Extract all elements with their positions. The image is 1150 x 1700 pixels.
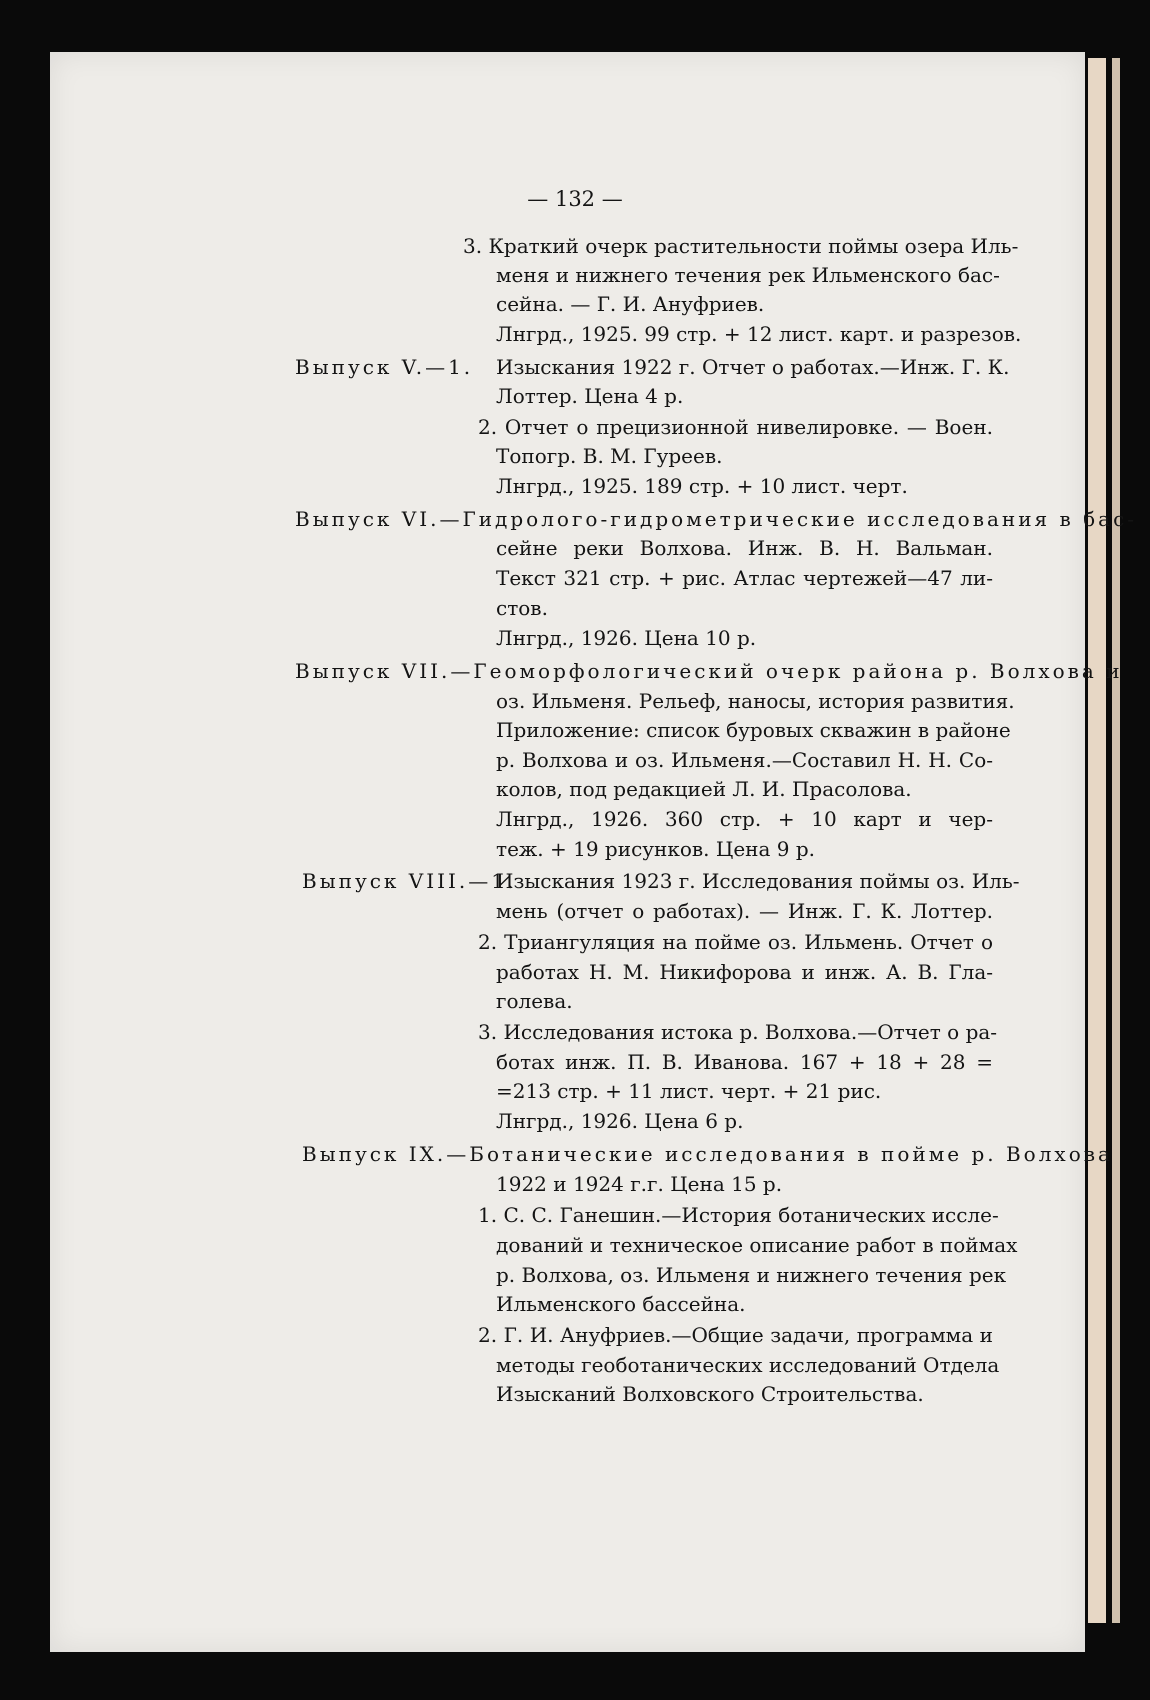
entry-line: Лоттер. Цена 4 р. bbox=[496, 384, 684, 408]
entry-line: сейна. — Г. И. Ануфриев. bbox=[496, 292, 765, 316]
entry-line: сейне реки Волхова. Инж. В. Н. Вальман. bbox=[496, 536, 993, 560]
entry-line: р. Волхова, оз. Ильменя и нижнего течения рек bbox=[496, 1263, 1007, 1287]
entry-line: 1922 и 1924 г.г. Цена 15 р. bbox=[496, 1172, 783, 1196]
entry-line: 2. Отчет о прецизионной нивелировке. — Воен. bbox=[478, 415, 993, 439]
entry-line: работах Н. М. Никифорова и инж. А. В. Гла- bbox=[496, 960, 993, 984]
entry-line: меня и нижнего течения рек Ильменского бас- bbox=[496, 263, 1000, 287]
issue-label-line: Выпуск VI.—Гидролого-гидрометрические исследования в бас- bbox=[295, 507, 1138, 531]
entry-line: Ильменского бассейна. bbox=[496, 1292, 746, 1316]
entry-line: Лнгрд., 1925. 189 стр. + 10 лист. черт. bbox=[496, 474, 908, 498]
entry-line: 2. Г. И. Ануфриев.—Общие задачи, программа и bbox=[478, 1323, 993, 1347]
entry-line: дований и техническое описание работ в поймах bbox=[496, 1233, 1018, 1257]
entry-line: Лнгрд., 1925. 99 стр. + 12 лист. карт. и разрезов. bbox=[496, 322, 1022, 346]
entry-line: р. Волхова и оз. Ильменя.—Составил Н. Н. Со- bbox=[496, 748, 993, 772]
entry-line: мень (отчет о работах). — Инж. Г. К. Лоттер. bbox=[496, 899, 993, 923]
entry-line: голева. bbox=[496, 989, 573, 1013]
entry-line: оз. Ильменя. Рельеф, наносы, история развития. bbox=[496, 689, 1015, 713]
entry-line: стов. bbox=[496, 596, 548, 620]
entry-line: колов, под редакцией Л. И. Прасолова. bbox=[496, 777, 912, 801]
issue-label-line: Выпуск V.—1. bbox=[295, 355, 474, 379]
issue-label-line: Выпуск VII.—Геоморфологический очерк района р. Волхова и bbox=[295, 659, 1123, 683]
entry-line: Топогр. В. М. Гуреев. bbox=[496, 444, 723, 468]
entry-line: Изысканий Волховского Строительства. bbox=[496, 1382, 924, 1406]
entry-line: методы геоботанических исследований Отдела bbox=[496, 1353, 1000, 1377]
entry-line: Приложение: список буровых скважин в районе bbox=[496, 718, 1011, 742]
issue-label-line: Выпуск IX.—Ботанические исследования в пойме р. Волхова bbox=[302, 1142, 1113, 1166]
entry-line: 3. Краткий очерк растительности поймы озера Иль- bbox=[463, 234, 1019, 258]
issue-label-line: Выпуск VIII.—1. bbox=[302, 869, 517, 893]
entry-line: Текст 321 стр. + рис. Атлас чертежей—47 ли- bbox=[496, 566, 993, 590]
entry-line: Изыскания 1922 г. Отчет о работах.—Инж. Г. К. bbox=[496, 355, 1010, 379]
entry-line: ботах инж. П. В. Иванова. 167 + 18 + 28 = bbox=[496, 1050, 993, 1074]
entry-line: 2. Триангуляция на пойме оз. Ильмень. Отчет о bbox=[478, 930, 993, 954]
entry-line: Лнгрд., 1926. Цена 10 р. bbox=[496, 626, 757, 650]
entry-line: Лнгрд., 1926. Цена 6 р. bbox=[496, 1109, 744, 1133]
entry-line: Лнгрд., 1926. 360 стр. + 10 карт и чер- bbox=[496, 807, 993, 831]
entry-line: Изыскания 1923 г. Исследования поймы оз. Иль- bbox=[496, 869, 1020, 893]
entry-line: 3. Исследования истока р. Волхова.—Отчет о ра- bbox=[478, 1020, 998, 1044]
page-number: — 132 — bbox=[527, 187, 623, 211]
entry-line: =213 стр. + 11 лист. черт. + 21 рис. bbox=[496, 1079, 882, 1103]
entry-line: теж. + 19 рисунков. Цена 9 р. bbox=[496, 837, 816, 861]
entry-line: 1. С. С. Ганешин.—История ботанических иссле- bbox=[478, 1203, 999, 1227]
